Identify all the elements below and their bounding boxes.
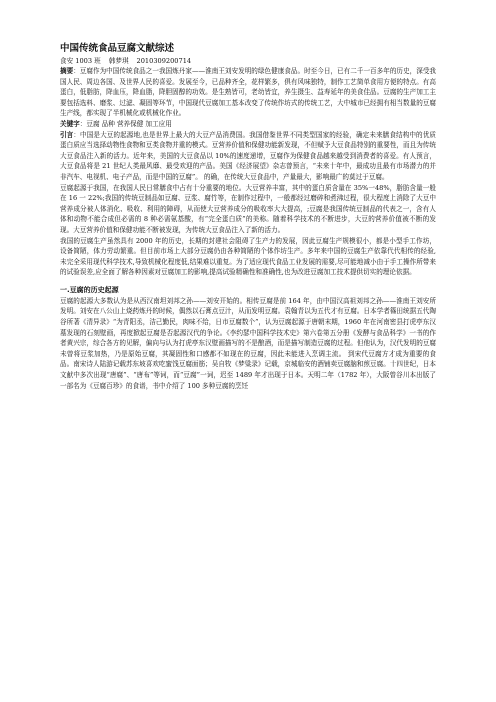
intro-label: 引言 bbox=[60, 130, 74, 139]
keywords-text: ：豆腐 品种 营养保健 加工应用 bbox=[79, 119, 172, 128]
abstract-text: ：豆腐作为中国传统食品之一我国炼丹家——淮南王刘安发明的绿色健康食品。时至今日，已有二千一百多年的历史，深受我国人民、周边各国、及世界人民的喜爱。发展至今，已品种齐全，花样繁多，俱有风味独特，制作工艺简单食用方便的特点。有高蛋白，低脂肪，降血压，降血脂，降胆固醇的功效。是生熟皆可，老幼皆宜，养生摄生、益寿延年的美食佳品。豆腐的生产加工主要包括选料、磨浆、过滤、凝固等环节，中国现代豆腐加工基本改变了传统作坊式的传统工艺，大中城市已经拥有相当数量的豆腐生产线，都实现了半机械化或机械化作业。 bbox=[60, 67, 437, 118]
document-page bbox=[60, 42, 436, 391]
intro-text-1: ：中国是大豆的起源地,也是世界上最大的大豆产品消费国。我国借鉴世界不同类型国家的经验，确定未来膳食结构中的优质蛋白质应当选择动物性食物和豆类食物并重的模式。豆营养价值和保健功能新发现，不但赋予大豆食品特别的重要性，而且为传统大豆食品注入新的活力。近年来，美国的大豆食品以 10%的速度递增，豆腐作为保健食品越来越受到消费者的喜爱。有人预言，大豆食品将是 21 世纪人类最风靡、最受欢迎的产品。美国《经济展望》杂志曾预言，“未来十年中，最成功且最有市场潜力的并非汽车、电视机、电子产品，而是中国的豆腐”。 的确，在传统大豆食品中，产量最大，影响最广的莫过于豆腐。 bbox=[60, 130, 437, 181]
section-heading-history: 一.豆腐的历史起源 bbox=[60, 285, 119, 294]
history-paragraph: 豆腐的起源大多数认为是从西汉南坦刘邦之孙——刘安开始的。相传豆腐是前 164 年，由中国汉高祖刘邦之孙——淮南王刘安所发明。刘安在八公山上烧药炼丹的时候，偶然以石膏点豆汁，从而发明豆腐。袁翰青以为五代才有豆腐。日本学者篠田统据五代陶谷所著《清异录》“为青阳丞，洁己勤民，肉味不给，日市豆腐数个”，认为豆腐起源于唐朝末期，1960 年在河南密县打虎亭东汉墓发现的石刻壁画，再度掀起豆腐是否起源汉代的争论。《李约瑟中国科学技术史》第六卷第五分册《发酵与食品科学》一书的作者黄兴宗，综合各方的见解，偏向与认为打虎亭东汉壁画描写的不是酿酒，而是描写制造豆腐的过程。但他认为，汉代发明的豆腐未曾将豆浆加热，乃是原始豆腐，其凝固性和口感都不如现在的豆腐，因此未能进入烹调主流。 到宋代豆腐方才成为重要的食品。南宋诗人陆游记载苏东坡喜欢吃蜜饯豆腐面筋；吴自牧《梦粱录》记载，京城临安的酒铺卖豆腐脑和煎豆腐。十四世纪，日本文献中多次出现“唐腐”、“唐布”等词，而“豆腐”一词，迟至 1489 年才出现于日本。天明二年（1782 年），大阪曾谷川本出版了一部名为《豆腐百珍》的食谱，书中介绍了 100 多种豆腐的烹饪 bbox=[60, 296, 436, 390]
abstract-paragraph bbox=[60, 66, 436, 119]
intro-paragraph-2: 豆腐起源于我国，在我国人民日常膳食中占有十分重要的地位。大豆营养丰富，其中的蛋白质含量在 35%一48%，脂肪含量一般在 16 一 22%;我国的传统豆制品如豆腐、豆浆、腐竹等，在制作过程中，一般都经过磨碎和煮沸过程，很大程度上消除了大豆中营养成分被人体消化、吸收、利用的障碍，从而使大豆营养成分的吸收率大大提高，;豆腐是我国传统豆制品的代表之一，含有人体和动物不能合成但必需的 8 种必需氨基酸，有“完全蛋白质”的美称。随着科学技术的不断进步，大豆的营养价值被不断的发现。大豆营养价值和保健功能不断被发现，为传统大豆食品注入了新的活力。 bbox=[60, 183, 436, 234]
intro-paragraph-1 bbox=[60, 130, 436, 183]
class-name: 食安 1003 班 bbox=[60, 57, 101, 65]
intro-paragraph-3: 我国的豆腐生产虽然具有 2000 年的历史，长期的封建社会阻碍了生产力的发展，因此豆腐生产规模很小，都是小型手工作坊，设备简陋，体力劳动繁重。但目前市场上大部分豆腐仍由各种简陋的个体作坊生产。多年来中国的豆腐生产依靠代代相传的经验,未完全采用现代科学技术,导致机械化程度低,结果难以重复。为了适应现代食品工业发展的需要,尽可能地减小由于手工操作所带来的试验误差,应全面了解各种因素对豆腐加工的影响,提高试验精确性和准确性,也为改进豆腐加工技术提供切实的理论依据。 bbox=[60, 236, 436, 277]
student-id: 2010309200714 bbox=[136, 57, 192, 65]
author-line bbox=[60, 56, 436, 66]
author-name: 韩梦琪 bbox=[108, 57, 129, 65]
keywords-paragraph bbox=[60, 119, 436, 130]
abstract-label: 摘要 bbox=[60, 67, 74, 75]
keywords-label: 关键字 bbox=[60, 119, 80, 128]
document-title: 中国传统食品豆腐文献综述 bbox=[60, 43, 175, 54]
